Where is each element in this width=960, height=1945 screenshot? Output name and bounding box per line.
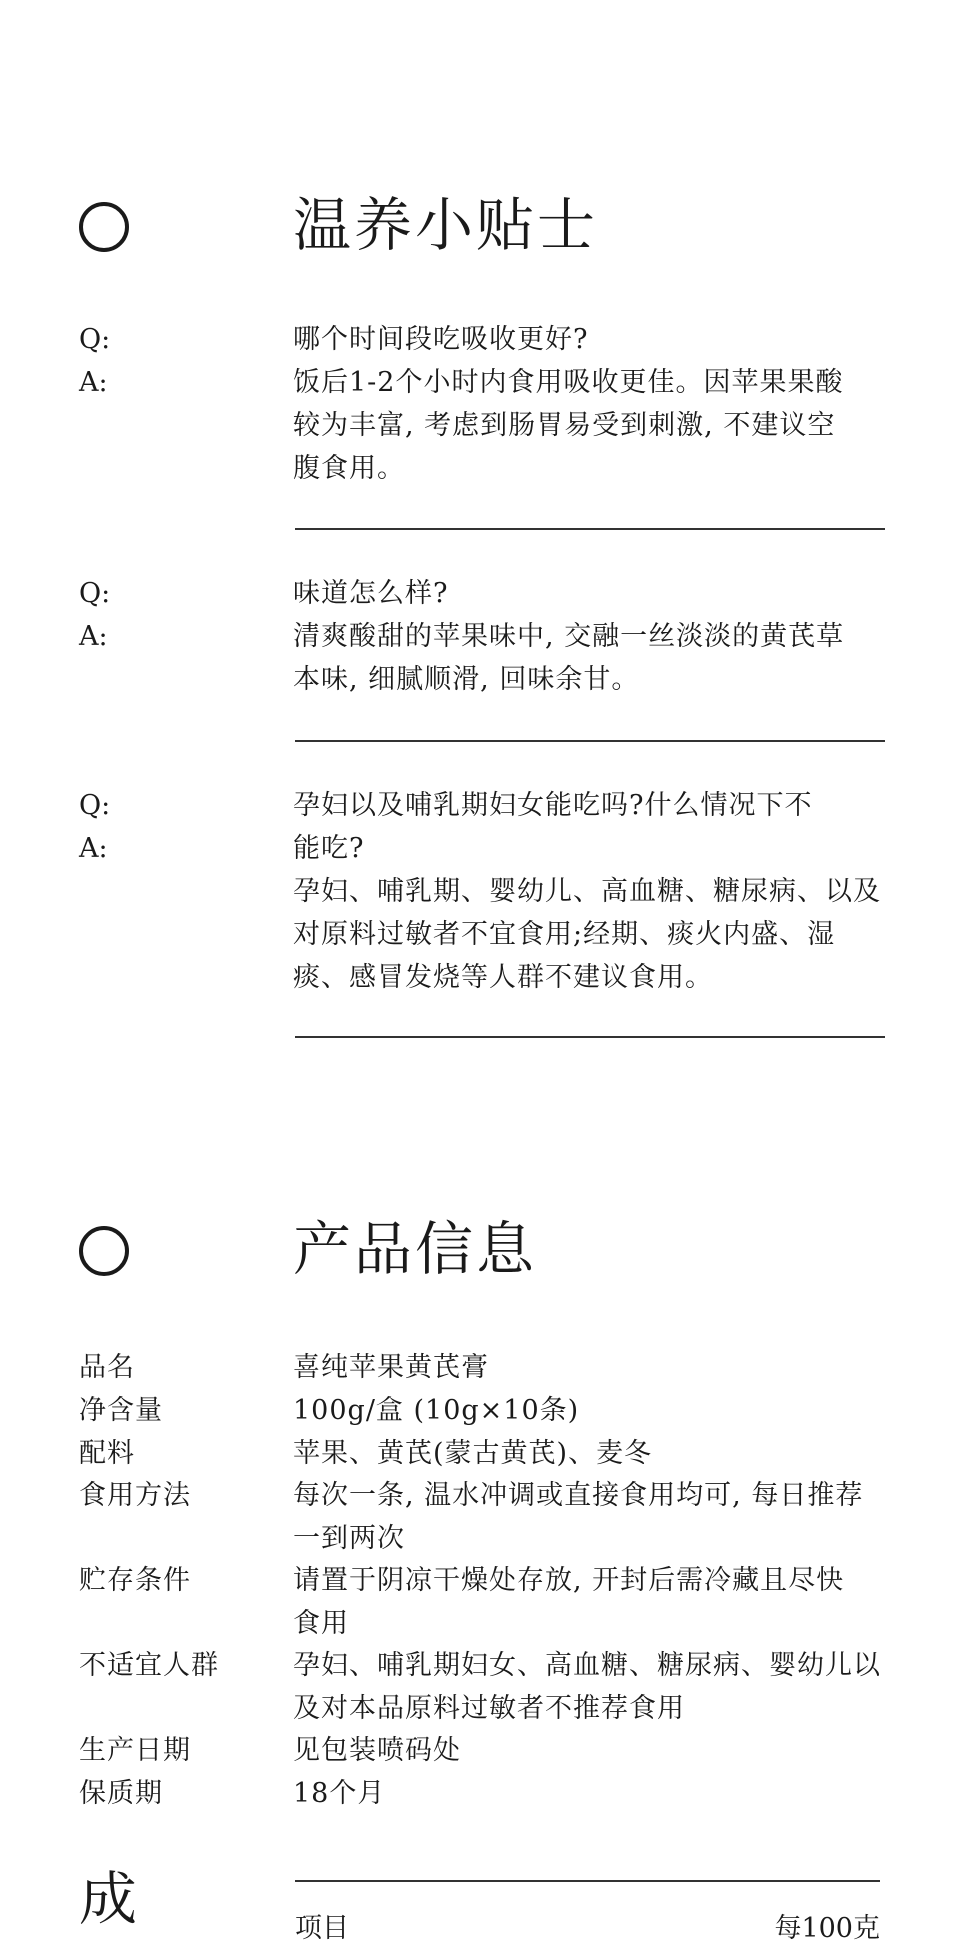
q-label: Q: (79, 790, 111, 821)
tips-circle-icon (79, 202, 129, 252)
product-circle-icon (79, 1226, 129, 1276)
nutrition-title-partial: 成 (79, 1865, 138, 1933)
info-label: 保质期 (79, 1778, 163, 1809)
divider (295, 528, 885, 530)
info-label: 不适宜人群 (79, 1650, 219, 1681)
info-value: 每次一条, 温水冲调或直接食用均可, 每日推荐 (293, 1480, 864, 1511)
divider (295, 740, 885, 742)
product-title: 产品信息 (293, 1215, 538, 1283)
a-label: A: (79, 621, 108, 652)
info-label: 生产日期 (79, 1735, 191, 1766)
info-label: 配料 (79, 1438, 135, 1469)
question-text: 能吃? (293, 833, 365, 864)
info-label: 净含量 (79, 1395, 163, 1426)
question-text: 哪个时间段吃吸收更好? (293, 324, 589, 355)
q-label: Q: (79, 324, 111, 355)
tips-title: 温养小贴士 (293, 191, 599, 259)
info-value: 18个月 (293, 1778, 386, 1809)
info-value: 苹果、黄芪(蒙古黄芪)、麦冬 (293, 1438, 653, 1469)
info-value: 100g/盒 (10g×10条) (293, 1395, 580, 1426)
q-label: Q: (79, 578, 111, 609)
info-value: 喜纯苹果黄芪膏 (293, 1352, 489, 1383)
answer-line: 对原料过敏者不宜食用;经期、痰火内盛、湿 (293, 919, 836, 950)
a-label: A: (79, 833, 108, 864)
col-header-per-100g: 每100克 (774, 1913, 880, 1944)
info-label: 品名 (79, 1352, 135, 1383)
info-value: 食用 (293, 1608, 349, 1639)
info-value: 一到两次 (293, 1523, 405, 1554)
answer-line: 本味, 细腻顺滑, 回味余甘。 (293, 664, 640, 695)
info-value: 孕妇、哺乳期妇女、高血糖、糖尿病、婴幼儿以 (293, 1650, 881, 1681)
answer-line: 痰、感冒发烧等人群不建议食用。 (293, 962, 713, 993)
info-label: 贮存条件 (79, 1565, 191, 1596)
info-label: 食用方法 (79, 1480, 191, 1511)
divider (295, 1036, 885, 1038)
answer-line: 饭后1-2个小时内食用吸收更佳。因苹果果酸 (293, 367, 844, 398)
question-text: 味道怎么样? (293, 578, 449, 609)
info-value: 请置于阴凉干燥处存放, 开封后需冷藏且尽快 (293, 1565, 845, 1596)
question-text: 孕妇以及哺乳期妇女能吃吗?什么情况下不 (293, 790, 813, 821)
a-label: A: (79, 367, 108, 398)
answer-line: 较为丰富, 考虑到肠胃易受到刺激, 不建议空 (293, 410, 836, 441)
answer-line: 腹食用。 (293, 453, 405, 484)
nutrition-table-header (295, 1880, 880, 1944)
col-header-item: 项目 (295, 1913, 349, 1944)
info-value: 及对本品原料过敏者不推荐食用 (293, 1693, 685, 1724)
answer-line: 清爽酸甜的苹果味中, 交融一丝淡淡的黄芪草 (293, 621, 845, 652)
answer-line: 孕妇、哺乳期、婴幼儿、高血糖、糖尿病、以及 (293, 876, 881, 907)
info-value: 见包装喷码处 (293, 1735, 461, 1766)
